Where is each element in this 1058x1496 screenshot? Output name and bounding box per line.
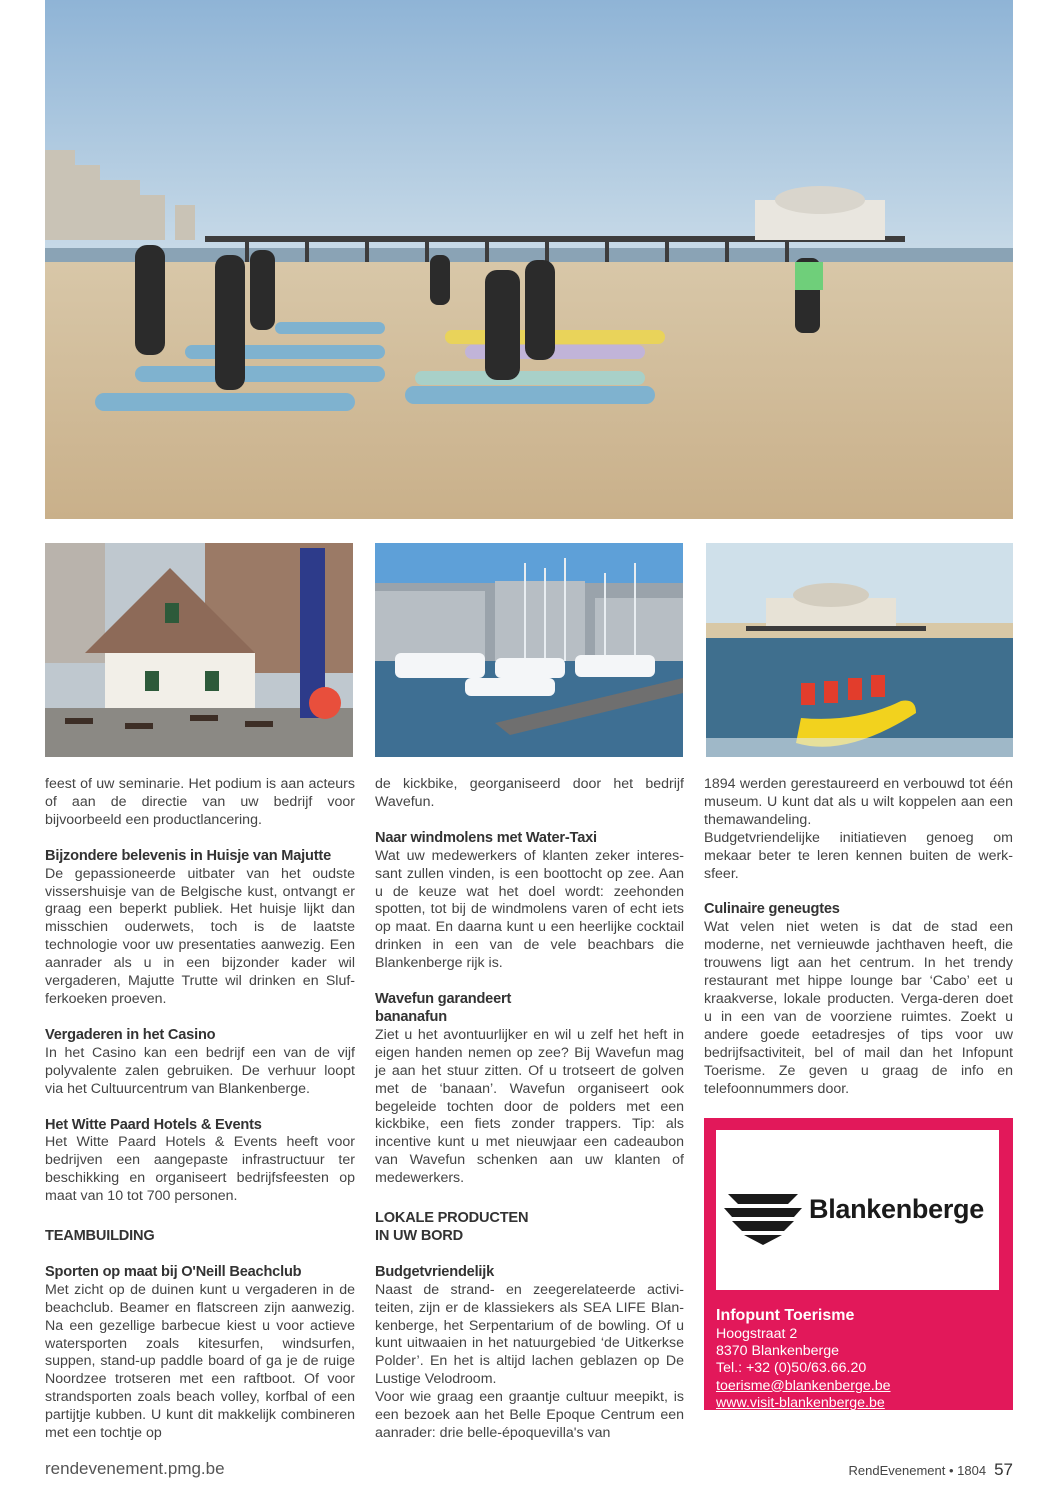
col3-paragraph-1: 1894 werden gerestaureerd en verbouwd tot één museum. U kunt dat als u wilt koppelen aan een themawandeling. [704, 776, 1013, 828]
column-1 [45, 776, 355, 1443]
blankenberge-logo [716, 1130, 999, 1290]
col2-heading-water-taxi: Naar windmolens met Water-Taxi [375, 829, 597, 846]
infopunt-website-link[interactable]: www.visit-blankenberge.be [716, 1394, 885, 1411]
marina-photo [375, 543, 683, 757]
col2-paragraph-1: de kickbike, georganiseerd door het bedrijf Wavefun. [375, 776, 684, 810]
col2-paragraph-5: Naast de strand- en zeegerelateerde activi-teiten, zijn er de klassiekers als SEA LIFE Blan-kenberge, het Serpentarium of de bowling. Of u kunt uitwaaien in het natuurgebied ‘de Uitkerkse Polder’. En het is altijd lachen geblazen op De Lustige Velodroom. [375, 1281, 684, 1388]
col2-paragraph-2: Wat uw medewerkers of klanten zeker interes-sant zullen vinden, is een boottocht op zee. Aan u de keuze wat het doel wordt: zeehonden spotten, tot bij de windmolens varen of echt iets op maat. En daarna kunt u een heerlijke cocktail drinken in een van de vele beachbars die Blankenberge rijk is. [375, 847, 684, 972]
col2-heading-budget: Budgetvriendelijk [375, 1263, 495, 1280]
infopunt-title: Infopunt Toerisme [716, 1307, 855, 1324]
col2-heading-wavefun-2: bananafun [375, 1008, 447, 1025]
infopunt-email-link[interactable]: toerisme@blankenberge.be [716, 1377, 891, 1394]
col2-heading-lokale-1: LOKALE PRODUCTEN [375, 1210, 529, 1227]
column-3 [704, 776, 1013, 1098]
logo-text: Blankenberge [809, 1194, 984, 1224]
col2-heading-lokale-2: IN UW BORD [375, 1227, 463, 1244]
pier-bananaboat-photo [706, 543, 1013, 757]
col1-paragraph-2: De gepassioneerde uitbater van het oudste vissershuisje van de Belgische kust, ontvangt er graag een beperkt publiek. Het huisje lijkt dan misschien ouderwets, toch is de laatste technologie voor uw presentaties aanwezig. Een aanrader als u in een bijzonder kader wil vergaderen, Majutte Trutte wil drinken en Sluf-ferkoeken proeven. [45, 865, 355, 1007]
column-2 [375, 776, 684, 1443]
col1-heading-witte-paard: Het Witte Paard Hotels & Events [45, 1116, 262, 1133]
infopunt-phone: Tel.: +32 (0)50/63.66.20 [716, 1360, 867, 1377]
col1-paragraph-4: Het Witte Paard Hotels & Events heeft voor bedrijven een aangepaste infrastructuur ter beschikking en organiseert bedrijfsfeesten op maat van 10 tot 700 personen. [45, 1134, 355, 1205]
col2-paragraph-3: Ziet u het avontuurlijker en wil u zelf het heft in eigen handen nemen op zee? Bij Wavefun mag je aan het stuur zitten. Of u trotseert de golven met de ‘banaan’. Wavefun organiseert ook begeleide tochten door de polders met een kickbike, een fiets zonder trappers. Tip: als incentive kunt u met nieuwjaar een cadeaubon van Wavefun schenken aan uw klanten of medewerkers. [375, 1026, 684, 1187]
col1-heading-casino: Vergaderen in het Casino [45, 1026, 216, 1043]
col1-paragraph-6: Met zicht op de duinen kunt u vergaderen in de beachclub. Beamer en flatscreen zijn aanwezig. Na een gezellige barbecue kiest u voor actieve watersporten zoals kitesurfen, windsurfen, suppen, stand-up paddle board of ga je de ruige Noordzee trotseren met een raftboot. Of voor strandsporten zoals beach volley, korfbal of een partijtje kubben. U kunt dit makkelijk combineren met een tochtje op [45, 1281, 355, 1442]
col1-heading-oneill: Sporten op maat bij O'Neill Beachclub [45, 1263, 302, 1280]
footer-magazine: RendEvenement • 1804 [848, 1463, 987, 1478]
col2-paragraph-6: Voor wie graag een graantje cultuur meepikt, is een bezoek aan het Belle Epoque Centrum een aanrader: drie belle-époquevilla's van [375, 1389, 684, 1441]
col1-paragraph-1: feest of uw seminarie. Het podium is aan acteurs of aan de directie van uw bedrijf voor bijvoorbeeld een productlancering. [45, 776, 355, 828]
beach-photo [45, 0, 1013, 519]
col1-heading-majutte: Bijzondere belevenis in Huisje van Majutte [45, 847, 331, 864]
col3-heading-culinair: Culinaire geneugtes [704, 901, 840, 918]
footer-site-link[interactable]: rendevenement.pmg.be [45, 1459, 225, 1478]
infopunt-contact [716, 1306, 891, 1412]
footer-issue [849, 1460, 1013, 1480]
blankenberge-logo-icon [722, 1190, 804, 1246]
col3-paragraph-2: Budgetvriendelijke initiatieven genoeg om mekaar beter te leren kennen buiten de werk-sfeer. [704, 829, 1013, 882]
page-number: 57 [994, 1460, 1013, 1479]
infopunt-city: 8370 Blankenberge [716, 1343, 840, 1360]
infopunt-box [704, 1118, 1013, 1410]
col1-heading-teambuilding: TEAMBUILDING [45, 1228, 155, 1245]
infopunt-street: Hoogstraat 2 [716, 1326, 798, 1342]
col1-paragraph-3: In het Casino kan een bedrijf een van de vijf polyvalente zalen gebruiken. De verhuur loopt via het Cultuurcentrum van Blankenberge. [45, 1044, 355, 1097]
col2-heading-wavefun-1: Wavefun garandeert [375, 991, 512, 1008]
majutte-photo [45, 543, 353, 757]
col3-paragraph-3: Wat velen niet weten is dat de stad een moderne, net vernieuwde jachthaven heeft, die trouwens ligt aan het centrum. In het trendy restaurant met hippe lounge bar ‘Cabo’ eet u kraakverse, lokale producten. Verga-deren doet u in een van de voorziene ruimtes. Zoekt u andere goede eetadresjes of tips voor uw bedrijfsactiviteit, bel of mail dan het Infopunt Toerisme. Ze geven u graag de info en telefoonnummers door. [704, 919, 1013, 1097]
